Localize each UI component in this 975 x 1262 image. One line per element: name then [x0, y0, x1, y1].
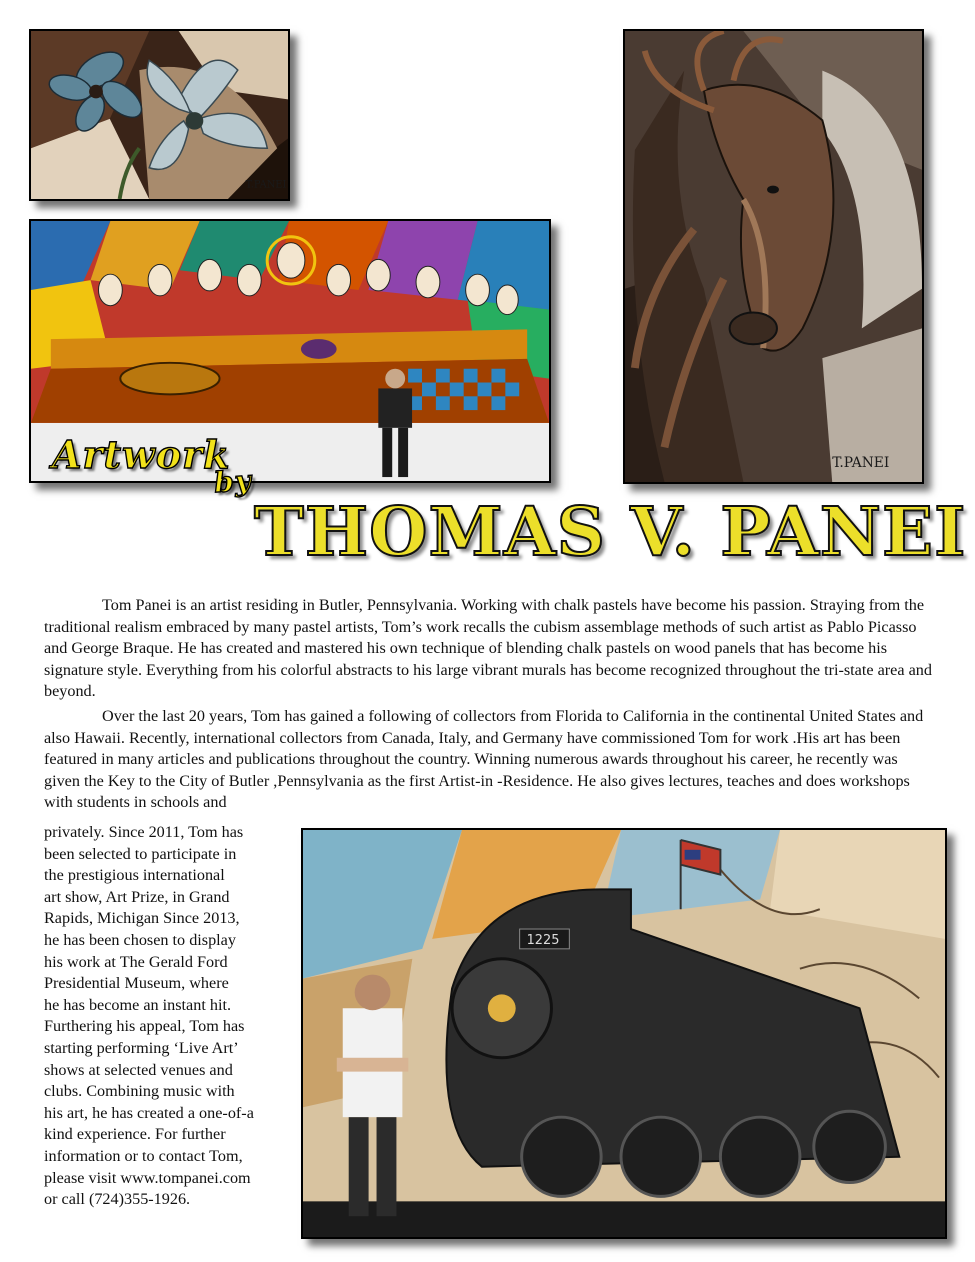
bio-side-line: kind experience. For further — [44, 1125, 226, 1144]
bio-paragraph-2: Over the last 20 years, Tom has gained a following of collectors from Florida to California in the continental United States and also Hawaii. Recently, international collectors from Canada, Italy, and Germany have commissioned Tom for work .His art has been featured in many articles and publications throughout the country. Winning numerous awards throughout his career, he recently was given the Key to the City of Butler ,Pennsylvania as the first Artist-in -Residence. He also gives lectures, teaches and does workshops with students in schools and — [44, 707, 924, 812]
bio-side-line: privately. Since 2011, Tom has — [44, 823, 244, 841]
horse-painting-art — [625, 31, 922, 482]
bio-side-line: art show, Art Prize, in Grand — [44, 887, 230, 906]
bio-side-line: Rapids, Michigan Since 2013, — [44, 909, 240, 928]
bio-side-line: his work at The Gerald Ford — [44, 952, 228, 971]
horse-painting-image — [623, 29, 924, 484]
bio-side-column — [44, 822, 296, 1211]
bio-side-line: shows at selected venues and — [44, 1060, 233, 1079]
bio-paragraph-1: Tom Panei is an artist residing in Butler, Pennsylvania. Working with chalk pastels have become his passion. Straying from the traditional realism embraced by many pastel artists, Tom’s work recalls the cubism assemblage methods of such artist as Pablo Picasso and George Braque. He has created and mastered his own technique of blending chalk pastels on wood panels that has become his signature style. Everything from his colorful abstracts to his large vibrant murals has become recognized throughout the tri-state area and beyond. — [44, 596, 932, 701]
flowers-painting-image — [29, 29, 290, 201]
bio-side-line: clubs. Combining music with — [44, 1082, 235, 1101]
train-number: 1225 — [526, 932, 560, 948]
bio-side-line: please visit www.tompanei.com — [44, 1168, 251, 1187]
bio-side-line: the prestigious international — [44, 866, 225, 885]
bio-side-line: or call (724)355-1926. — [44, 1190, 191, 1209]
artist-name-title: THOMAS V. PANEI — [254, 492, 967, 571]
bio-side-line: he has been chosen to display — [44, 930, 236, 949]
bio-side-line: been selected to participate in — [44, 844, 237, 863]
bio-side-line: starting performing ‘Live Art’ — [44, 1038, 239, 1057]
artwork-script-title: Artwork — [52, 432, 231, 477]
bio-side-line: information or to contact Tom, — [44, 1146, 243, 1165]
train-mural-photo-art — [303, 830, 945, 1237]
train-mural-photo-image — [301, 828, 947, 1239]
horse-signature: T.PANEI — [832, 455, 890, 472]
flowers-painting-art — [31, 31, 288, 199]
bio-side-line: his art, he has created a one-of-a — [44, 1103, 254, 1122]
bio-side-line: Presidential Museum, where — [44, 974, 229, 993]
flowers-signature: T.PANEI — [245, 179, 287, 191]
bio-side-line: he has become an instant hit. — [44, 995, 232, 1014]
by-script-word: by — [212, 463, 253, 500]
bio-side-line: Furthering his appeal, Tom has — [44, 1017, 245, 1036]
